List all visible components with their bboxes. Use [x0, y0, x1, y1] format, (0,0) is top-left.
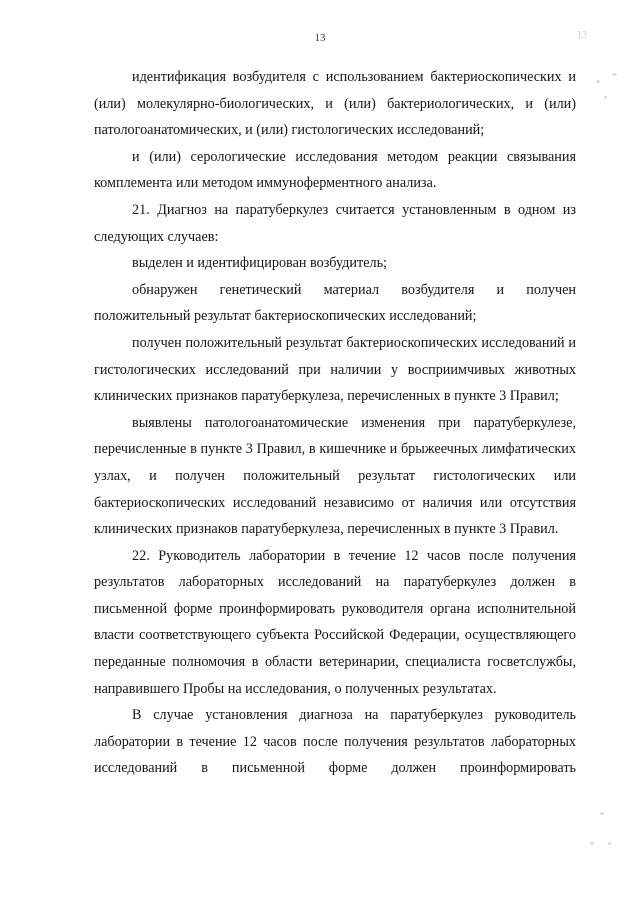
scan-speck: [608, 842, 611, 845]
paragraph-genetic-material-detected: обнаружен генетический материал возбудителя и получен положительный результат бактериоскопических исследований;: [94, 281, 576, 325]
scan-speck: [604, 96, 607, 99]
paragraph-serological-tests: и (или) серологические исследования методом реакции связывания комплемента или методом иммуноферментного анализа.: [94, 148, 576, 192]
paragraph-diagnosis-case-notification: В случае установления диагноза на паратуберкулез руководитель лаборатории в течение 12 часов после получения результатов лабораторных исследований в письменной форме должен проинформировать: [94, 707, 576, 777]
scan-speck: [600, 812, 604, 815]
scan-speck: [596, 80, 600, 83]
document-body: [94, 64, 576, 782]
paragraph-22-lab-head-notification: 22. Руководитель лаборатории в течение 12 часов после получения результатов лабораторных исследований на паратуберкулез должен в письменной форме проинформировать руководителя органа исполнительной власти соответствующего субъекта Российской Федерации, осуществляющего переданные полномочия в области ветеринарии, специалиста госветслужбы, направившего Пробы на исследования, о полученных результатах.: [94, 547, 576, 697]
paragraph-pathological-changes: выявлены патологоанатомические изменения при паратуберкулезе, перечисленные в пункте 3 Правил, в кишечнике и брыжеечных лимфатических узлах, и получен положительный результат гистологических или бактериоскопических исследований независимо от наличия или отсутствия клинических признаков паратуберкулеза, перечисленных в пункте 3 Правил.: [94, 414, 576, 538]
scan-speck: [590, 842, 594, 845]
paragraph-positive-bacterioscopy: получен положительный результат бактериоскопических исследований и гистологических исследований при наличии у восприимчивых животных клинических признаков паратуберкулеза, перечисленных в пункте 3 Правил;: [94, 334, 576, 405]
bleed-through-page-number: 13: [577, 30, 587, 41]
paragraph-identification-methods: идентификация возбудителя с использованием бактериоскопических и (или) молекулярно-биологических, и (или) бактериологических, и (или) патологоанатомических, и (или) гистологических исследований;: [94, 69, 576, 139]
paragraph-pathogen-isolated: выделен и идентифицирован возбудитель;: [132, 255, 387, 272]
scan-speck: [612, 73, 617, 76]
paragraph-21-diagnosis-established: 21. Диагноз на паратуберкулез считается установленным в одном из следующих случаев:: [94, 201, 576, 245]
page-number: 13: [314, 32, 326, 44]
